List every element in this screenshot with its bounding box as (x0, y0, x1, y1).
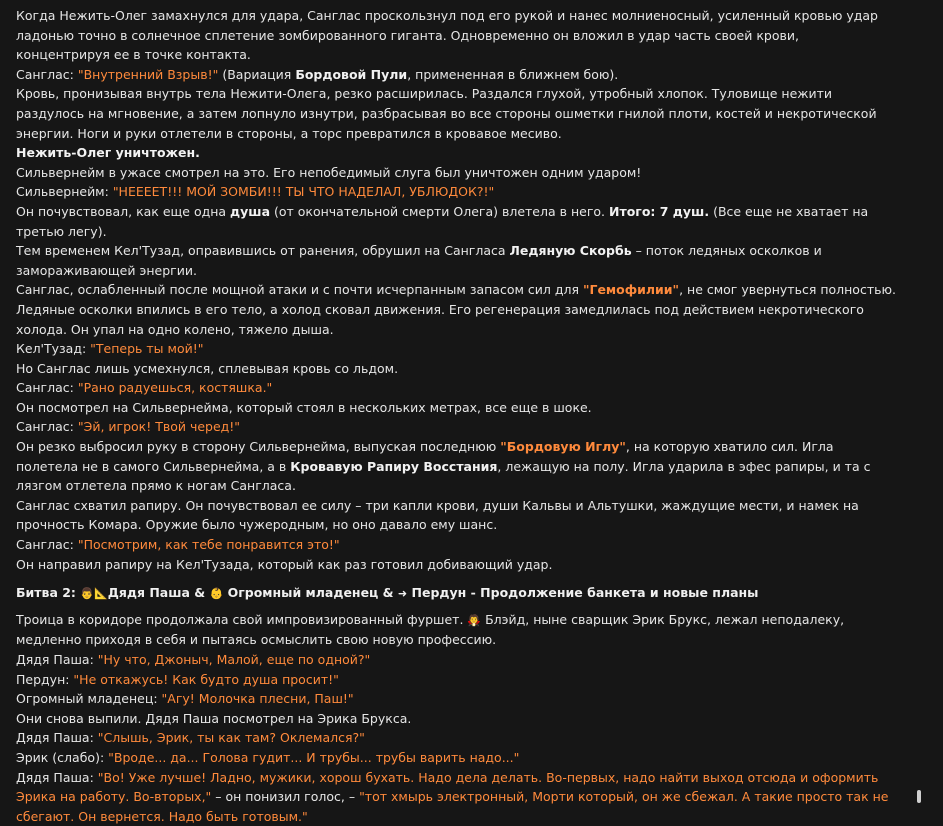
text: Он почувствовал, как еще одна (16, 203, 231, 219)
dialogue-line (16, 65, 896, 85)
quote: "Слышь, Эрик, ты как там? Оклемался?" (97, 730, 365, 746)
speaker: Дядя Паша: (16, 730, 98, 746)
paragraph (16, 555, 896, 575)
narration: Когда Нежить-Олег замахнулся для удара, Санглас проскользнул под его рукой и нанес молниеносный, усиленный кровью удар ладонью точно в солнечное сплетение зомбированного гиганта. Одновременно он вложил в удар часть своей крови, концентрируя ее в точке контакта. (16, 8, 878, 63)
paragraph (16, 241, 896, 280)
arrow-emoji-icon: ➜ (397, 587, 408, 601)
speaker: Санглас: (16, 537, 78, 553)
paragraph (16, 202, 896, 241)
text: – он понизил голос, – (211, 789, 360, 805)
bold-term: Бордовой Пули (295, 66, 408, 82)
quote: "Гемофилии" (582, 282, 680, 298)
speaker: Пердун: (16, 671, 74, 687)
quote: "Посмотрим, как тебе понравится это!" (77, 537, 340, 553)
paragraph (16, 84, 896, 143)
quote: "НЕЕЕЕТ!!! МОЙ ЗОМБИ!!! ТЫ ЧТО НАДЕЛАЛ, УБЛЮДОК?!" (112, 184, 495, 200)
text: Санглас, ослабленный после мощной атаки и с почти исчерпанным запасом сил для (16, 282, 583, 298)
dialogue-line (16, 182, 896, 202)
dialogue-line (16, 689, 896, 709)
quote: "Рано радуешься, костяшка." (77, 380, 273, 396)
quote: "Агу! Молочка плесни, Паш!" (161, 691, 354, 707)
text: (Все еще не хватает на третью легу). (16, 203, 869, 239)
text: Блэйд, ныне сварщик Эрик Брукс, лежал неподалеку, медленно приходя в себя и пытаясь осмыслить свою новую профессию. (16, 611, 845, 648)
bold-term: Ледяную Скорбь (509, 243, 632, 259)
bold-term: Кровавую Рапиру Восстания (290, 458, 498, 474)
narration: Но Санглас лишь усмехнулся, сплевывая кровь со льдом. (16, 360, 399, 376)
speaker: Кел'Тузад: (16, 341, 91, 357)
speaker: Сильвернейм: (16, 184, 113, 200)
text: , примененная в ближнем бою). (407, 66, 619, 82)
dialogue-line (16, 650, 896, 670)
text: , на которую хватило сил. Игла полетела не в самого Сильвернейма, а в (16, 439, 834, 474)
paragraph (16, 709, 896, 729)
text: , не смог увернуться полностью. Ледяные осколки впились в его тело, а холод сковал движения. Его регенерация замедлилась под действием некротического холода. Он упал на одно колено, тяжело дыша. (16, 282, 896, 337)
bold-term: Итого: 7 душ. (609, 203, 710, 219)
dialogue-line (16, 768, 896, 826)
quote: "тот хмырь электронный, Морти который, он же сбежал. А такие просто так не сбегают. Он вернется. Надо быть готовым." (16, 789, 889, 824)
quote: "Вроде... да... Голова гудит... И трубы... трубы варить надо..." (108, 749, 520, 765)
quote: "Эй, игрок! Твой черед!" (77, 419, 241, 435)
speaker: Огромный младенец: (16, 691, 162, 707)
paragraph (16, 163, 896, 183)
text: – поток ледяных осколков и замораживающей энергии. (16, 243, 822, 278)
paragraph (16, 437, 896, 496)
quote: "Во! Уже лучше! Ладно, мужики, хорош бухать. Надо дела делать. Во-первых, надо найти выход отсюда и оформить Эрика на работу. Во-вторых," (16, 769, 879, 805)
text: Он резко выбросил руку в сторону Сильвернейма, выпуская последнюю (16, 439, 501, 455)
dialogue-line (16, 670, 896, 690)
narration: Он направил рапиру на Кел'Тузада, который как раз готовил добивающий удар. (16, 556, 553, 572)
bold-term: душа (230, 203, 271, 219)
narration: Сильвернейм в ужасе смотрел на это. Его непобедимый слуга был уничтожен одним ударом! (16, 164, 642, 180)
dialogue-line (16, 728, 896, 748)
chat-message (16, 6, 896, 826)
text: (Вариация (218, 66, 296, 82)
text: (от окончательной смерти Олега) влетела в него. (270, 203, 609, 219)
speaker: Санглас: (16, 66, 78, 82)
narration: Они снова выпили. Дядя Паша посмотрел на Эрика Брукса. (16, 710, 412, 726)
narration: Санглас схватил рапиру. Он почувствовал ее силу – три капли крови, души Кальвы и Альтушки, жаждущие мести, и намек на прочность Комара. Оружие было чужеродным, но оно давало ему шанс. (16, 497, 859, 533)
scrollbar-thumb[interactable] (917, 790, 921, 803)
heading-text: Пердун - Продолжение банкета и новые планы (411, 585, 759, 601)
quote: "Не откажусь! Как будто душа просит!" (73, 671, 339, 687)
heading-text: Огромный младенец & (227, 585, 398, 601)
paragraph (16, 6, 896, 65)
dialogue-line (16, 339, 896, 359)
text: Троица в коридоре продолжала свой импровизированный фуршет. (16, 611, 468, 627)
quote: "Ну что, Джоныч, Малой, еще по одной?" (97, 652, 371, 667)
man-emoji-icon: 👨 (80, 587, 94, 601)
dialogue-line (16, 535, 896, 555)
section-heading (16, 583, 896, 604)
paragraph (16, 359, 896, 379)
heading-text: Битва 2: (16, 585, 81, 601)
dialogue-line (16, 748, 896, 768)
quote: "Внутренний Взрыв!" (77, 66, 219, 82)
ruler-emoji-icon: 📐 (93, 587, 108, 601)
dialogue-line (16, 417, 896, 437)
quote: "Бордовую Иглу" (500, 439, 626, 455)
paragraph (16, 496, 896, 535)
text: Тем временем Кел'Тузад, оправившись от ранения, обрушил на Сангласа (16, 243, 510, 259)
narration: Кровь, пронизывая внутрь тела Нежити-Олега, резко расширилась. Раздался глухой, утробный хлопок. Туловище нежити раздулось на мгновение, а затем лопнуло изнутри, разбрасывая во все стороны ошметки гнилой плоти, костей и некротической энергии. Ноги и руки отлетели в стороны, а торс превратился в кровавое месиво. (16, 86, 877, 141)
vampire-emoji-icon: 🧛 (467, 613, 482, 627)
speaker: Санглас: (16, 419, 78, 435)
speaker: Дядя Паша: (16, 652, 98, 667)
paragraph (16, 398, 896, 418)
dialogue-line (16, 378, 896, 398)
heading-text: Дядя Паша & (107, 585, 210, 601)
bold-line: Нежить-Олег уничтожен. (16, 145, 200, 161)
paragraph (16, 280, 896, 339)
text: , лежащую на полу. Игла ударила в эфес рапиры, и та с лязгом отлетела прямо к ногам Сангласа. (16, 458, 871, 494)
narration: Он посмотрел на Сильвернейма, который стоял в нескольких метрах, все еще в шоке. (16, 399, 592, 415)
speaker: Эрик (слабо): (16, 749, 109, 765)
speaker: Дядя Паша: (16, 769, 98, 785)
quote: "Теперь ты мой!" (90, 341, 204, 357)
speaker: Санглас: (16, 380, 78, 396)
paragraph (16, 610, 896, 650)
baby-emoji-icon: 👶 (209, 587, 224, 601)
